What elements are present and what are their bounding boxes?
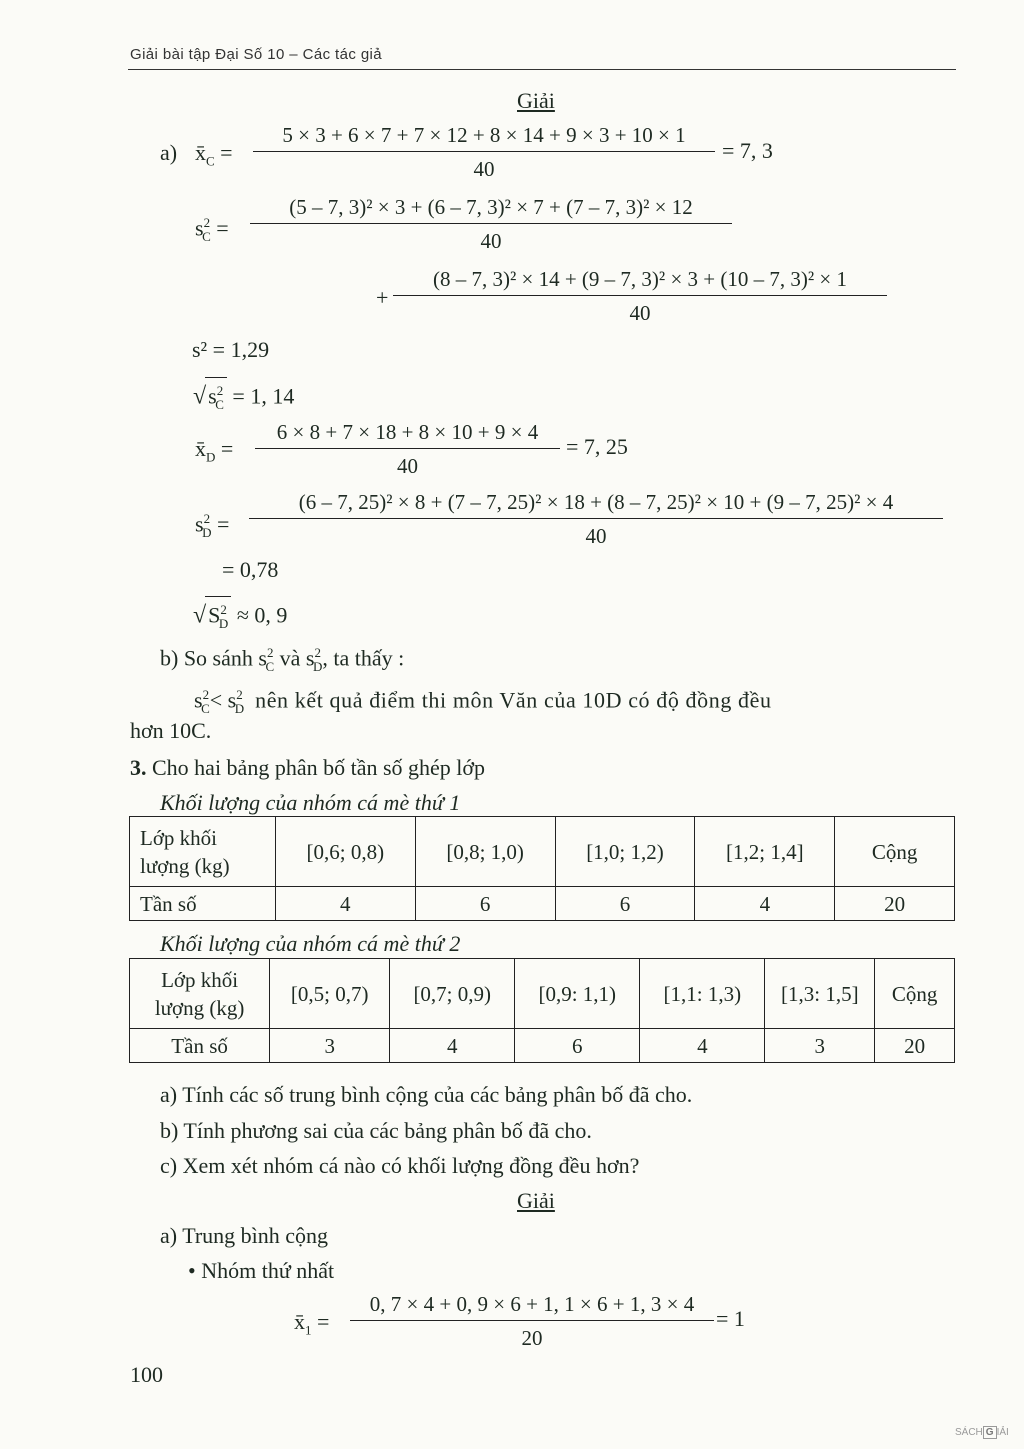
part-a-label: a)	[160, 140, 178, 165]
table2-cell: [0,9: 1,1)	[515, 959, 640, 1029]
table1-cell: 4	[695, 887, 835, 921]
solution-title-2: Giải	[517, 1188, 555, 1213]
table-1	[129, 816, 955, 921]
sc2-denominator-2: 40	[629, 301, 651, 325]
x1-fraction	[350, 1291, 714, 1351]
table2-cell: Tần số	[130, 1029, 270, 1063]
table2-cell: [0,7; 0,9)	[390, 959, 515, 1029]
xc-denominator: 40	[473, 157, 495, 181]
running-header: Giải bài tập Đại Số 10 – Các tác giả	[130, 46, 383, 63]
x1-symbol: $x̄_1$ =	[294, 1309, 330, 1338]
part-b-line-3: hơn 10C.	[130, 718, 212, 743]
x1-result: = 1	[716, 1306, 745, 1331]
part-b-line-1: b) So sánh $s^2_C$ và $s^2_D$, ta thấy :	[160, 645, 405, 674]
bullet-group-1: • Nhóm thứ nhất	[188, 1258, 335, 1283]
table2-header-row	[130, 959, 955, 1029]
sc2-fraction-1	[250, 194, 732, 254]
table1-cell: [1,2; 1,4]	[695, 817, 835, 887]
table1-cell: Tần số	[130, 887, 276, 921]
question-b: b) Tính phương sai của các bảng phân bố đã cho.	[160, 1118, 592, 1143]
table2-cell: 4	[640, 1029, 765, 1063]
xd-denominator: 40	[397, 454, 418, 478]
table2-cell: 3	[270, 1029, 390, 1063]
part-b-line-2: $s^2_C< s^2_D$ nên kết quả điểm thi môn Văn của 10D có độ đồng đều	[194, 687, 772, 716]
x1-denominator: 20	[521, 1326, 543, 1350]
solution-a-heading: a) Trung bình cộng	[160, 1223, 329, 1248]
table1-cell: 6	[415, 887, 555, 921]
sd2-symbol: $s^2_D$ =	[195, 511, 230, 540]
sqrt-sc2: $√s^2_C = 1$, 14	[193, 377, 294, 418]
xc-symbol: $x̄_C$ =	[195, 140, 233, 169]
xd-numerator: 6 × 8 + 7 × 18 + 8 × 10 + 9 × 4	[255, 419, 560, 449]
bullet-icon: •	[188, 1258, 196, 1283]
xc-fraction	[253, 122, 715, 182]
table1-cell: Cộng	[835, 817, 955, 887]
sd2-denominator: 40	[585, 524, 607, 548]
sc2-symbol: $s^2_C$ =	[195, 215, 229, 244]
table2-caption: Khối lượng của nhóm cá mè thứ 2	[160, 931, 461, 956]
table2-cell: Lớp khối lượng (kg)	[130, 959, 270, 1029]
table2-freq-row	[130, 1029, 955, 1063]
xd-symbol: $x̄_D$ =	[195, 436, 234, 465]
table1-cell: [1,0; 1,2)	[555, 817, 695, 887]
table2-cell: 3	[765, 1029, 875, 1063]
x1-numerator: 0, 7 × 4 + 0, 9 × 6 + 1, 1 × 6 + 1, 3 × 4	[350, 1291, 714, 1321]
solution-title: Giải	[517, 88, 555, 113]
xc-result: = 7, 3	[722, 138, 773, 163]
question-c: c) Xem xét nhóm cá nào có khối lượng đồng đều hơn?	[160, 1153, 640, 1178]
table2-cell: [0,5; 0,7)	[270, 959, 390, 1029]
problem-3-heading: 3. Cho hai bảng phân bố tần số ghép lớp	[130, 755, 486, 780]
s2-value: s² = 1,29	[192, 337, 270, 362]
sc2-numerator-1: (5 – 7, 3)² × 3 + (6 – 7, 3)² × 7 + (7 – 7, 3)² × 12	[250, 194, 732, 224]
table1-cell: [0,8; 1,0)	[415, 817, 555, 887]
sc2-numerator-2: (8 – 7, 3)² × 14 + (9 – 7, 3)² × 3 + (10 – 7, 3)² × 1	[393, 266, 887, 296]
table1-cell: [0,6; 0,8)	[275, 817, 415, 887]
sc2-denominator-1: 40	[480, 229, 502, 253]
table2-cell: 4	[390, 1029, 515, 1063]
table2-cell: 6	[515, 1029, 640, 1063]
brand-logo: SÁCH G IẢI	[955, 1427, 1009, 1438]
table1-cell: 4	[275, 887, 415, 921]
xc-numerator: 5 × 3 + 6 × 7 + 7 × 12 + 8 × 14 + 9 × 3 + 10 × 1	[253, 122, 715, 152]
xd-fraction	[255, 419, 560, 479]
sc2-fraction-2	[393, 266, 887, 326]
table2-cell: [1,1: 1,3)	[640, 959, 765, 1029]
page-number: 100	[130, 1362, 163, 1387]
table1-freq-row	[130, 887, 955, 921]
plus-sign: +	[376, 285, 389, 310]
table2-cell: Cộng	[875, 959, 955, 1029]
sd2-numerator: (6 – 7, 25)² × 8 + (7 – 7, 25)² × 18 + (8 – 7, 25)² × 10 + (9 – 7, 25)² × 4	[249, 489, 943, 519]
table1-caption: Khối lượng của nhóm cá mè thứ 1	[160, 790, 461, 815]
sqrt-sd2: $√S^2_D \approx 0$, 9	[193, 596, 287, 637]
table1-cell: Lớp khối lượng (kg)	[130, 817, 276, 887]
table1-cell: 6	[555, 887, 695, 921]
table1-header-row	[130, 817, 955, 887]
question-a: a) Tính các số trung bình cộng của các bảng phân bố đã cho.	[160, 1082, 693, 1107]
table2-cell: [1,3: 1,5]	[765, 959, 875, 1029]
table2-cell: 20	[875, 1029, 955, 1063]
sd2-fraction	[249, 489, 943, 549]
header-rule	[128, 69, 956, 70]
sd2-value: = 0,78	[222, 557, 279, 582]
table-2	[129, 958, 955, 1063]
xd-result: = 7, 25	[566, 434, 628, 459]
table1-cell: 20	[835, 887, 955, 921]
